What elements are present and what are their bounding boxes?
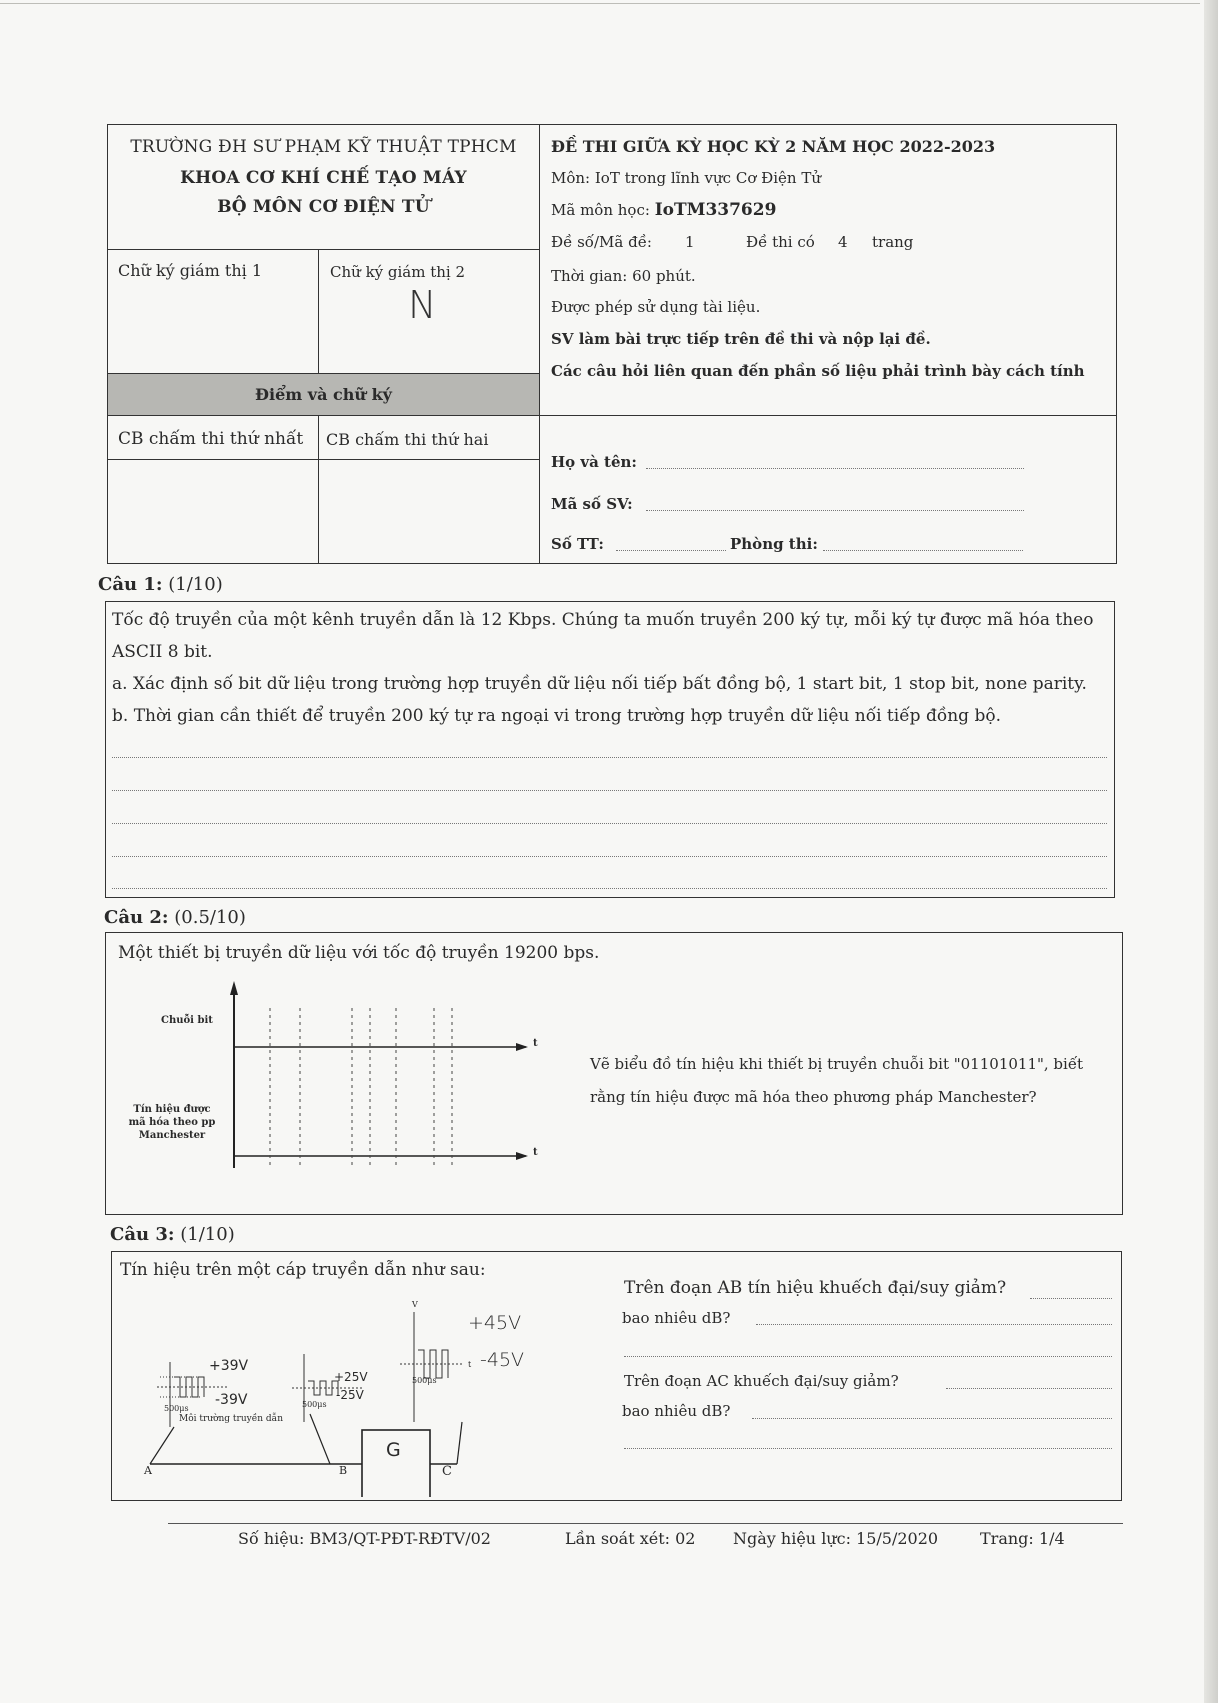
q1-title: Câu 1:: [98, 574, 163, 595]
medium-edge: [150, 1427, 174, 1464]
footer-rule: [168, 1523, 1123, 1524]
signal-axis-t-label: t: [533, 1147, 538, 1158]
q3-ac-answer[interactable]: [946, 1388, 1112, 1389]
b-positive-voltage: +25V: [334, 1370, 368, 1384]
q3-intro: Tín hiệu trên một cáp truyền dẫn như sau:: [120, 1260, 486, 1280]
point-c-label: C: [442, 1464, 452, 1479]
q2-task-line2: rằng tín hiệu được mã hóa theo phương pháp Manchester?: [590, 1088, 1037, 1106]
student-id-field[interactable]: [646, 510, 1024, 511]
q3-ac-db-answer[interactable]: [752, 1418, 1112, 1419]
c-negative-voltage: -45V: [480, 1349, 525, 1371]
footer-effective-date: Ngày hiệu lực: 15/5/2020: [733, 1529, 939, 1548]
q1-answer-line[interactable]: [112, 823, 1107, 824]
grader1-label: CB chấm thi thứ nhất: [118, 429, 304, 449]
q3-ac-extra-line[interactable]: [624, 1448, 1112, 1449]
q3-title: Câu 3:: [110, 1224, 175, 1245]
seq-no-label: Số TT:: [551, 535, 604, 553]
c-t-axis-label: t: [468, 1360, 472, 1369]
encoded-label-line1: Tín hiệu được: [133, 1104, 211, 1115]
q2-box: [105, 932, 1123, 1215]
encoded-label-line2: mã hóa theo pp: [128, 1117, 216, 1128]
room-label: Phòng thi:: [730, 535, 818, 553]
q3-ac-question: Trên đoạn AC khuếch đại/suy giảm?: [624, 1372, 899, 1390]
q1-line2: ASCII 8 bit.: [112, 642, 213, 662]
q1-part-b: b. Thời gian cần thiết để truyền 200 ký tự ra ngoại vi trong trường hợp truyền dữ liệu nối tiếp đồng bộ.: [112, 706, 1001, 726]
faculty-name: KHOA CƠ KHÍ CHẾ TẠO MÁY: [180, 168, 467, 188]
room-field[interactable]: [823, 550, 1023, 551]
rule: [108, 415, 1116, 416]
q1-answer-line[interactable]: [112, 790, 1107, 791]
q1-answer-line[interactable]: [112, 888, 1107, 889]
rule: [318, 415, 319, 563]
exam-no: 1: [685, 233, 695, 251]
seq-no-field[interactable]: [616, 550, 726, 551]
grader2-label: CB chấm thi thứ hai: [326, 430, 489, 449]
y-axis-arrow: [230, 981, 238, 995]
exam-time: Thời gian: 60 phút.: [551, 267, 696, 285]
a-negative-voltage: -39V: [215, 1392, 248, 1408]
header-table: [107, 124, 1117, 564]
b-period-label: 500μs: [302, 1400, 327, 1409]
footer-doc-code: Số hiệu: BM3/QT-PĐT-RĐTV/02: [238, 1529, 491, 1548]
b-negative-voltage: -25V: [336, 1388, 364, 1402]
subject-code-label: Mã môn học:: [551, 201, 650, 219]
scan-edge: [1204, 0, 1218, 1703]
footer-revision: Lần soát xét: 02: [565, 1529, 696, 1548]
q1-answer-line[interactable]: [112, 757, 1107, 758]
medium-edge: [310, 1414, 330, 1464]
bit-axis-t-label: t: [533, 1038, 538, 1049]
q1-score: (1/10): [168, 574, 223, 595]
pages-count: 4: [838, 233, 848, 251]
signal-axis-arrow: [516, 1152, 528, 1160]
bit-gridlines: [270, 1008, 452, 1168]
a-positive-voltage: +39V: [209, 1358, 249, 1374]
name-field[interactable]: [646, 468, 1024, 469]
rule: [108, 373, 539, 374]
q3-ab-db: bao nhiêu dB?: [622, 1309, 731, 1327]
q1-box: [105, 601, 1115, 898]
rule: [318, 249, 319, 373]
c-positive-voltage: +45V: [468, 1312, 522, 1334]
pages-unit: trang: [872, 233, 914, 251]
header-divider: [539, 125, 540, 563]
q3-box: [111, 1251, 1122, 1501]
rule: [108, 249, 539, 250]
q3-score: (1/10): [180, 1224, 235, 1245]
q1-line1: Tốc độ truyền của một kênh truyền dẫn là 12 Kbps. Chúng ta muốn truyền 200 ký tự, mỗi ký tự được mã hóa theo: [112, 610, 1094, 630]
exam-no-label: Đề số/Mã đề:: [551, 233, 652, 251]
student-id-label: Mã số SV:: [551, 495, 633, 513]
footer-page: Trang: 1/4: [980, 1529, 1065, 1548]
q2-task-line1: Vẽ biểu đồ tín hiệu khi thiết bị truyền chuỗi bit "01101011", biết: [590, 1055, 1084, 1073]
instruction-2: Các câu hỏi liên quan đến phần số liệu phải trình bày cách tính: [551, 362, 1085, 380]
encoded-label-line3: Manchester: [138, 1130, 206, 1141]
amplifier-label: G: [386, 1439, 401, 1461]
subject-code: IoTM337629: [654, 200, 777, 220]
subject: Môn: IoT trong lĩnh vực Cơ Điện Tử: [551, 169, 821, 187]
q1-answer-line[interactable]: [112, 856, 1107, 857]
rule: [108, 459, 539, 460]
waveform-c: [400, 1312, 462, 1422]
v-axis-label: V: [412, 1300, 418, 1309]
q2-title: Câu 2:: [104, 907, 169, 928]
q3-ab-question: Trên đoạn AB tín hiệu khuếch đại/suy giảm?: [624, 1278, 1007, 1298]
q3-ab-db-answer[interactable]: [756, 1324, 1112, 1325]
pages-label: Đề thi có: [746, 233, 815, 251]
q3-ab-answer[interactable]: [1030, 1298, 1112, 1299]
instruction-1: SV làm bài trực tiếp trên đề thi và nộp lại đề.: [551, 330, 931, 348]
proctor2-label: Chữ ký giám thị 2: [330, 263, 466, 281]
scan-top-edge: [0, 3, 1200, 4]
c-period-label: 500μs: [412, 1376, 437, 1385]
medium-label: Môi trường truyền dẫn: [179, 1414, 283, 1424]
department-name: BỘ MÔN CƠ ĐIỆN TỬ: [217, 197, 430, 217]
score-sign-label: Điểm và chữ ký: [255, 385, 392, 404]
q2-intro: Một thiết bị truyền dữ liệu với tốc độ truyền 19200 bps.: [118, 943, 600, 963]
encoded-signal-label: [122, 1103, 222, 1142]
bit-axis-arrow: [516, 1043, 528, 1051]
manchester-diagram: [106, 973, 546, 1173]
materials-note: Được phép sử dụng tài liệu.: [551, 298, 761, 316]
proctor2-signature: N: [408, 283, 437, 327]
q1-part-a: a. Xác định số bit dữ liệu trong trường hợp truyền dữ liệu nối tiếp bất đồng bộ, 1 start bit, 1 stop bit, none parity.: [112, 674, 1087, 694]
a-period-label: 500μs: [164, 1404, 189, 1413]
name-label: Họ và tên:: [551, 453, 637, 471]
q3-ac-db: bao nhiêu dB?: [622, 1402, 731, 1420]
point-b-label: B: [339, 1464, 348, 1477]
q3-ab-extra-line[interactable]: [624, 1356, 1112, 1357]
q2-score: (0.5/10): [174, 907, 246, 928]
bit-string-label: Chuỗi bit: [161, 1015, 213, 1026]
school-name: TRƯỜNG ĐH SƯ PHẠM KỸ THUẬT TPHCM: [130, 137, 517, 157]
exam-title: ĐỀ THI GIỮA KỲ HỌC KỲ 2 NĂM HỌC 2022-2023: [551, 137, 996, 156]
medium-edge: [457, 1422, 462, 1464]
proctor1-label: Chữ ký giám thị 1: [118, 261, 263, 280]
point-a-label: A: [144, 1464, 152, 1477]
